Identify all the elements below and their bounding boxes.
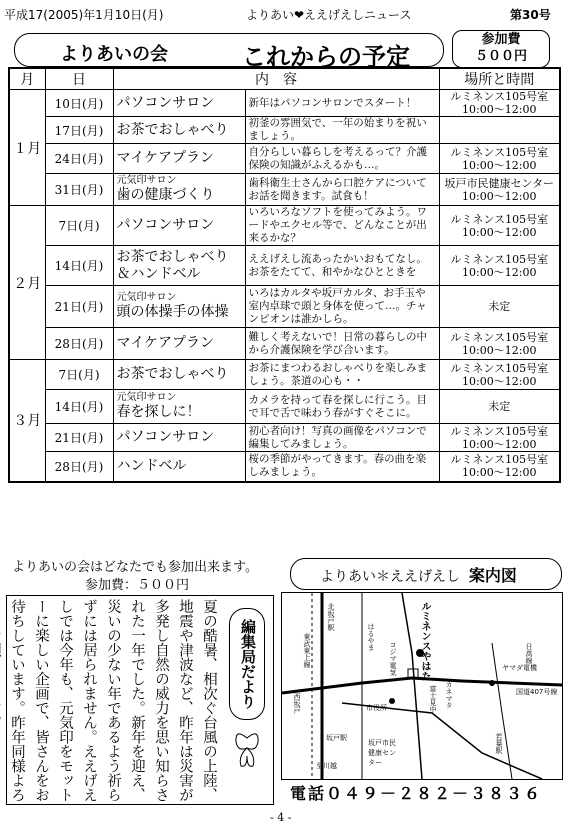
col-place-time: 場所と時間 (439, 68, 560, 90)
place-time-cell (439, 117, 560, 144)
place-time-cell (439, 206, 560, 246)
event-name: パソコンサロン (116, 217, 215, 233)
editor-column-body: 夏の酷暑、相次ぐ台風の上陸、地震や津波など、昨年は災害が多発し自然の威力を思い知らされた一年でした。新年を迎え、災いの少ない年であるよう祈らずには居られません。ええげえしでは今年も、元気印をモットーに楽しい企画で、皆さんをお待ちしています。昨年同様よろ (9, 599, 217, 802)
event-description: 歯科衛生士さんから口腔ケアについてお話を聞きます。試食も！ (245, 174, 439, 206)
event-series: 元気印サロン (116, 392, 177, 403)
place-time-cell (439, 286, 560, 328)
map-label-nishisakado: 西坂戸 (293, 693, 301, 714)
event-place: ルミネンス105号室 (450, 252, 549, 266)
event-name-cell (113, 452, 245, 482)
event-place: ルミネンス105号室 (450, 361, 549, 375)
event-description: 新年はパソコンサロンでスタート！ (245, 90, 439, 117)
map-title (320, 563, 517, 586)
issue-number: 第30号 (510, 8, 551, 22)
event-description: 初釜の雰囲気で、一年の始まりを祝いましょう。 (245, 117, 439, 144)
event-description: 初心者向け！写真の画像をパソコンで編集してみましょう。 (245, 424, 439, 452)
map-label-haruyama: はるやま (367, 623, 375, 651)
access-map (281, 592, 563, 780)
event-name-cell (113, 390, 245, 424)
event-description: いろはカルタや坂戸カルタ、お手玉や室内卓球で頭と身体を使って…。チャンピオンは誰かしら。 (245, 286, 439, 328)
event-name-cell (113, 174, 245, 206)
table-header-row (9, 68, 560, 90)
event-name-cell (113, 286, 245, 328)
table-row (9, 452, 560, 482)
event-time: 10:00〜12:00 (462, 437, 537, 451)
participation-note: よりあいの会はどなたでも参加出来ます。 (12, 560, 258, 575)
event-name-cell (113, 424, 245, 452)
event-time: 10:00〜12:00 (462, 343, 537, 357)
event-name: パソコンサロン (116, 94, 215, 111)
date-cell: 14日(月) (45, 390, 113, 424)
place-time-cell (439, 174, 560, 206)
date-cell: 31日(月) (45, 174, 113, 206)
event-place: 坂戸市民健康センター (444, 176, 555, 190)
event-description: 桜の季節がやってきます。春の曲を楽しみましょう。 (245, 452, 439, 482)
table-row (9, 424, 560, 452)
date-cell: 7日(月) (45, 206, 113, 246)
date-cell: 14日(月) (45, 246, 113, 286)
event-name: 春を探しに！ (116, 404, 201, 420)
map-label-kitasakado: 北坂戸駅 (327, 603, 335, 631)
event-name: マイケアプラン (116, 150, 214, 166)
map-label-fujimi: 富士見中 (429, 685, 437, 713)
col-content: 内 容 (113, 68, 439, 90)
event-name-cell (113, 90, 245, 117)
date-cell: 28日(月) (45, 328, 113, 360)
event-place: ルミネンス105号室 (450, 330, 549, 344)
map-title-main: 案内図 (468, 566, 517, 585)
date-cell: 10日(月) (45, 90, 113, 117)
map-label-yamada: ヤマダ電機 (502, 664, 537, 672)
place-time-cell (439, 424, 560, 452)
event-time: 10:00〜12:00 (462, 265, 537, 279)
table-row (9, 390, 560, 424)
col-day: 日 (45, 68, 113, 90)
fee-badge (452, 30, 550, 68)
schedule-table (8, 67, 561, 483)
map-label-luminance: ルミネンスやはた (419, 601, 430, 681)
event-name-cell (113, 206, 245, 246)
event-series: 元気印サロン (116, 292, 177, 303)
event-place: 未定 (488, 400, 511, 413)
map-label-tojo-line: 東武東上線 (303, 633, 311, 668)
table-row (9, 144, 560, 174)
banner-subtitle: よりあいの会 (60, 44, 168, 65)
event-description: 自分らしい暮らしを考えるって？介護保険の知識がふえるかも…。 (245, 144, 439, 174)
event-name: お茶でおしゃべり (116, 121, 229, 138)
page-number: - 4 - (270, 811, 292, 824)
map-label-kawagoe: 至川越 (316, 762, 337, 770)
table-row (9, 90, 560, 117)
table-row (9, 174, 560, 206)
editor-column-title: 編集局だより (229, 608, 265, 720)
table-row (9, 206, 560, 246)
place-time-cell (439, 246, 560, 286)
event-place: 未定 (488, 300, 511, 313)
place-time-cell (439, 90, 560, 117)
event-time: 10:00〜12:00 (462, 103, 537, 116)
event-name-cell (113, 360, 245, 390)
event-name-cell (113, 144, 245, 174)
butterfly-icon (232, 728, 262, 778)
map-label-kanemata: カネマタ (445, 681, 453, 709)
date-cell: 28日(月) (45, 452, 113, 482)
event-name: お茶でおしゃべり＆ハンドベル (116, 248, 229, 282)
date-cell: 17日(月) (45, 117, 113, 144)
table-row (9, 328, 560, 360)
banner-title: これからの予定 (242, 43, 410, 71)
fee-label: 参加費 (481, 32, 521, 47)
event-time: 10:00〜12:00 (462, 466, 537, 480)
map-label-hidaka: 日高線 (525, 643, 533, 664)
map-label-route407: 国道407号線 (516, 688, 558, 696)
date-cell: 7日(月) (45, 360, 113, 390)
phone-number: 電話０４９－２８２－３８３６ (290, 784, 543, 803)
event-name-cell (113, 328, 245, 360)
table-row (9, 117, 560, 144)
event-series: 元気印サロン (116, 175, 177, 186)
place-time-cell (439, 328, 560, 360)
col-month: 月 (9, 68, 45, 90)
event-description: 難しく考えないで！日常の暮らしの中から介護保険を学び合います。 (245, 328, 439, 360)
event-name: マイケアプラン (116, 335, 214, 351)
event-place: ルミネンス105号室 (450, 90, 549, 103)
event-description: カメラを持って春を探しに行こう。目で耳で舌で味わう春がすぐそこに。 (245, 390, 439, 424)
issue-date: 平成17(2005)年1月10日(月) (4, 8, 164, 22)
event-place: ルミネンス105号室 (450, 212, 549, 226)
date-cell: 21日(月) (45, 286, 113, 328)
table-row (9, 360, 560, 390)
participation-fee: 参加費：５００円 (85, 578, 190, 593)
event-name-cell (113, 117, 245, 144)
event-time: 10:00〜12:00 (462, 189, 537, 203)
place-time-cell (439, 390, 560, 424)
event-name-cell (113, 246, 245, 286)
month-cell: １月 (9, 90, 45, 206)
map-label-sakado: 坂戸駅 (326, 734, 347, 742)
event-time: 10:00〜12:00 (462, 225, 537, 239)
event-time: 10:00〜12:00 (462, 158, 537, 172)
event-name: ハンドベル (116, 457, 187, 474)
event-name: 歯の健康づくり (116, 187, 215, 203)
place-time-cell (439, 144, 560, 174)
event-name: 頭の体操手の体操 (116, 304, 229, 320)
event-name: パソコンサロン (116, 429, 215, 445)
table-row (9, 246, 560, 286)
fee-value: ５００円 (474, 49, 527, 64)
event-time: 10:00〜12:00 (462, 374, 537, 388)
month-cell: ２月 (9, 206, 45, 360)
map-label-kojima: コジマ電気 (389, 641, 397, 676)
map-label-cityhall: 市役所 (366, 704, 387, 712)
map-label-healthcenter: 坂戸市民健康センター (368, 739, 396, 767)
event-description: いろいろなソフトを使ってみよう。ワードやエクセル等で、どんなことが出来るかな？ (245, 206, 439, 246)
date-cell: 24日(月) (45, 144, 113, 174)
event-name: お茶でおしゃべり (116, 366, 229, 382)
table-row (9, 286, 560, 328)
event-place: ルミネンス105号室 (450, 145, 549, 159)
place-time-cell (439, 452, 560, 482)
map-label-wakaba: 若葉駅 (495, 733, 503, 754)
event-description: お茶にまつわるおしゃべりを楽しみましょう。茶道の心も・・ (245, 360, 439, 390)
month-cell: ３月 (9, 360, 45, 482)
place-time-cell (439, 360, 560, 390)
event-description: ええげえし流あったかいおもてなし。お茶をたてて、和やかなひとときを (245, 246, 439, 286)
newsletter-name: よりあい❤ええげえしニュース (246, 8, 412, 22)
event-place: ルミネンス105号室 (450, 453, 549, 467)
map-title-sub: よりあい＊ええげえし (320, 569, 460, 585)
date-cell: 21日(月) (45, 424, 113, 452)
event-place: ルミネンス105号室 (450, 424, 549, 438)
